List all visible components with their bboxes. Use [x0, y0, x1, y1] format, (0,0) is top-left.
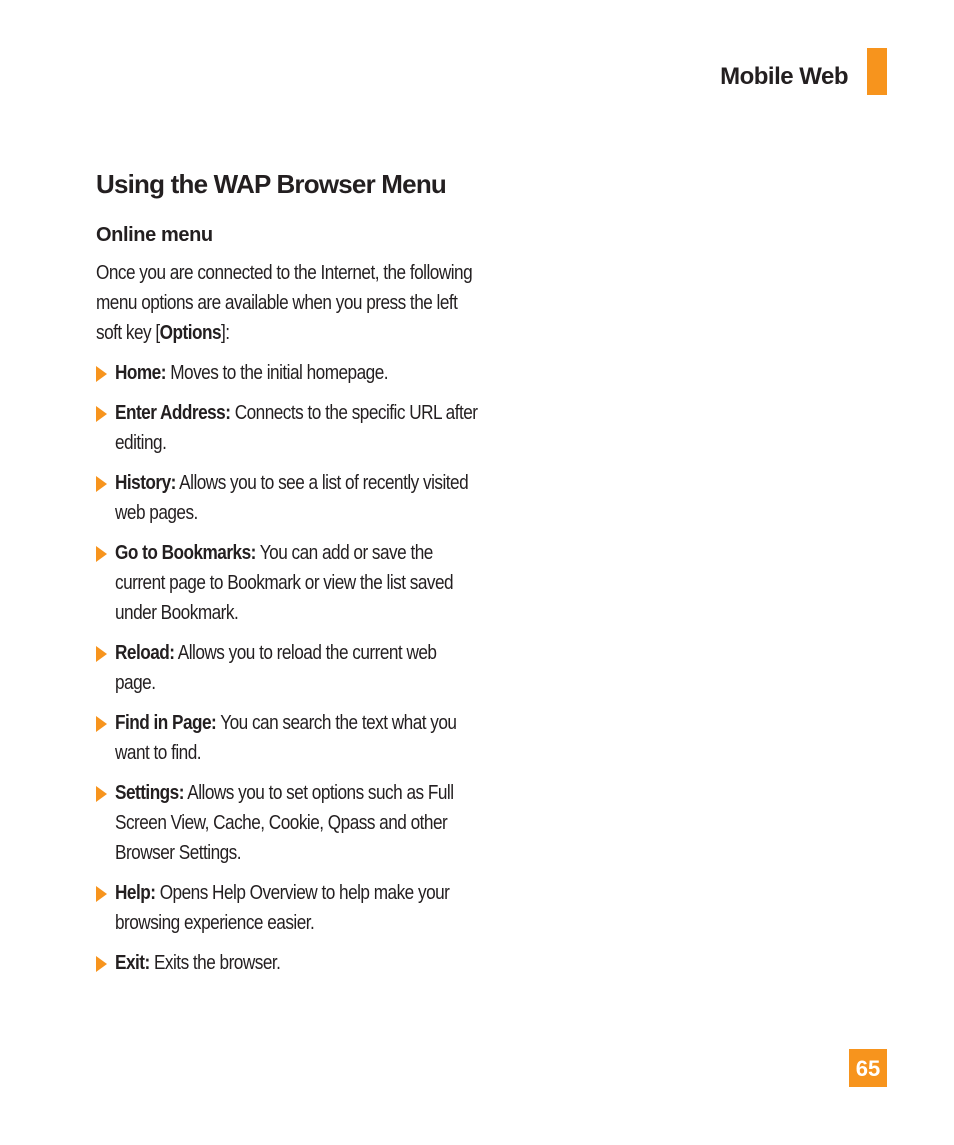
list-item-exit: [96, 948, 496, 978]
arrow-bullet-icon: [96, 716, 107, 732]
list-item-find-in-page: [96, 708, 496, 768]
item-description: You can search the text what you want to find.: [115, 712, 457, 764]
list-item-settings: [96, 778, 496, 868]
main-content: [96, 166, 496, 988]
arrow-bullet-icon: [96, 546, 107, 562]
item-description: Allows you to set options such as Full Screen View, Cache, Cookie, Qpass and other Browser Settings.: [115, 782, 454, 864]
list-item-history: [96, 468, 496, 528]
page-title: Using the WAP Browser Menu: [96, 169, 446, 199]
item-description: Exits the browser.: [149, 952, 281, 974]
item-description: Allows you to see a list of recently visited web pages.: [115, 472, 469, 524]
intro-key-name: Options: [159, 322, 222, 344]
section-header-title: Mobile Web: [720, 63, 848, 90]
arrow-bullet-icon: [96, 366, 107, 382]
item-description: You can add or save the current page to Bookmark or view the list saved under Bookmark.: [115, 542, 454, 624]
item-description: Opens Help Overview to help make your browsing experience easier.: [115, 882, 450, 934]
item-term: Enter Address:: [115, 402, 231, 424]
item-term: Help:: [115, 882, 156, 904]
section-tab-marker: [867, 48, 887, 95]
item-term: Find in Page:: [115, 712, 217, 734]
item-term: Go to Bookmarks:: [115, 542, 256, 564]
intro-text-end: ]:: [221, 322, 230, 344]
arrow-bullet-icon: [96, 886, 107, 902]
item-term: Reload:: [115, 642, 175, 664]
list-item-go-to-bookmarks: [96, 538, 496, 628]
item-term: Home:: [115, 362, 166, 384]
intro-text-start: Once you are connected to the Internet, the following menu options are available when you press the left soft key [: [96, 262, 473, 344]
item-description: Moves to the initial homepage.: [165, 362, 389, 384]
list-item-home: [96, 358, 496, 388]
item-description: Connects to the specific URL after editing.: [115, 402, 478, 454]
arrow-bullet-icon: [96, 786, 107, 802]
item-term: History:: [115, 472, 176, 494]
subsection-title: Online menu: [96, 224, 213, 246]
intro-paragraph: [96, 258, 474, 348]
arrow-bullet-icon: [96, 476, 107, 492]
arrow-bullet-icon: [96, 406, 107, 422]
arrow-bullet-icon: [96, 956, 107, 972]
item-description: Allows you to reload the current web page.: [115, 642, 437, 694]
list-item-reload: [96, 638, 496, 698]
list-item-enter-address: [96, 398, 496, 458]
item-term: Exit:: [115, 952, 150, 974]
item-term: Settings:: [115, 782, 184, 804]
arrow-bullet-icon: [96, 646, 107, 662]
page-number: 65: [849, 1049, 887, 1087]
list-item-help: [96, 878, 496, 938]
